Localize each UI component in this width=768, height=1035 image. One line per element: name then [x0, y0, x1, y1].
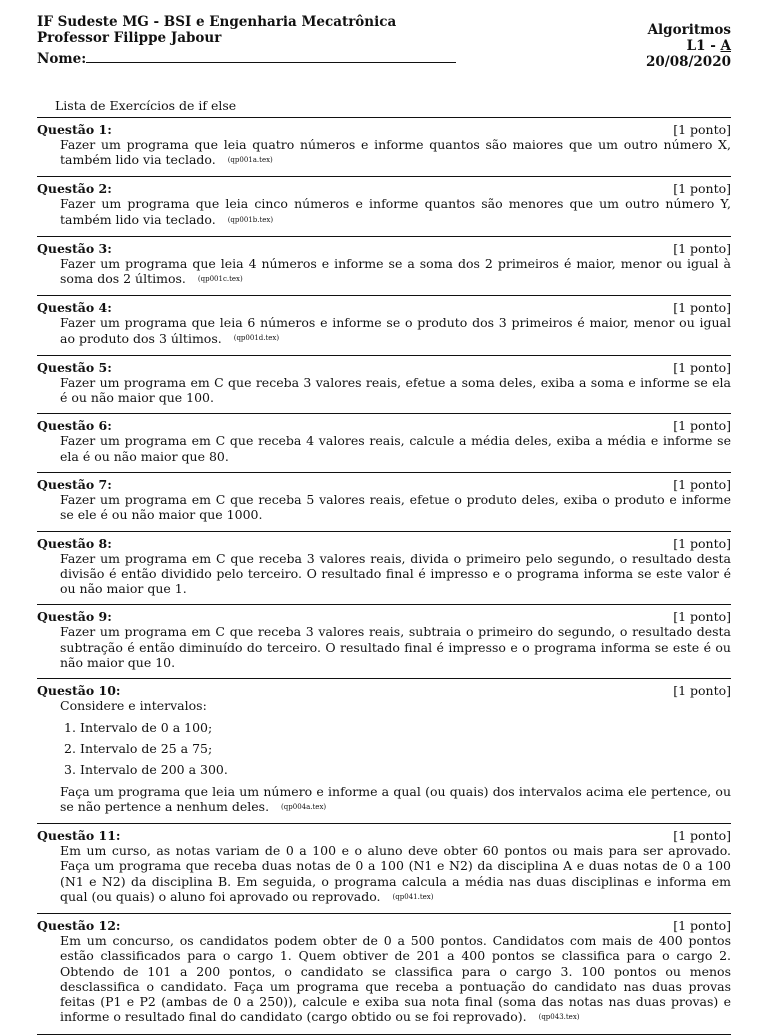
question-header — [37, 418, 731, 433]
question-header — [37, 683, 731, 698]
question-text: Fazer um programa em C que receba 3 valores reais, efetue a soma deles, exiba a soma e informe se ela é ou não maior que 100. — [60, 374, 731, 406]
question-text: Fazer um programa que leia quatro números e informe quantos são maiores que um outro número X, também lido via teclado. — [60, 137, 731, 168]
list-item-text: Intervalo de 200 a 300. — [80, 762, 228, 778]
question-title: Questão 3: — [37, 240, 112, 256]
interval-list — [60, 720, 731, 778]
question-title: Questão 8: — [37, 535, 112, 551]
source-file-tag: (qp043.tex) — [538, 1013, 580, 1022]
question-title: Questão 5: — [37, 359, 112, 375]
question-body — [60, 492, 731, 523]
question-title: Questão 11: — [37, 827, 121, 843]
question-points: [1 ponto] — [673, 535, 731, 551]
question-11 — [37, 823, 731, 913]
name-blank-line — [86, 51, 456, 63]
question-header — [37, 241, 731, 256]
question-text: Fazer um programa que leia 6 números e informe se o produto dos 3 primeiros é maior, menor ou igual ao produto dos 3 últimos. — [60, 315, 731, 346]
list-title: Lista de Exercícios de if else — [55, 98, 237, 113]
question-text: Fazer um programa em C que receba 5 valores reais, efetue o produto deles, exiba o produto e informe se ele é ou não maior que 1000. — [60, 491, 731, 523]
list-item-number: 3. — [64, 762, 76, 778]
date: 20/08/2020 — [645, 54, 731, 70]
question-body — [60, 315, 731, 346]
question-body — [60, 698, 731, 815]
question-2 — [37, 176, 731, 235]
question-body — [60, 256, 731, 287]
question-body — [60, 137, 731, 168]
header-left — [37, 14, 396, 46]
question-points: [1 ponto] — [673, 827, 731, 843]
question-7 — [37, 472, 731, 531]
question-12 — [37, 913, 731, 1035]
question-header — [37, 609, 731, 624]
question-9 — [37, 604, 731, 678]
question-text: Faça um programa que leia um número e informe a qual (ou quais) dos intervalos acima ele pertence, ou se não pertence a nenhum deles. — [60, 783, 731, 814]
question-header — [37, 360, 731, 375]
question-header — [37, 181, 731, 196]
question-points: [1 ponto] — [673, 122, 731, 137]
question-5 — [37, 355, 731, 414]
question-header — [37, 122, 731, 137]
question-header — [37, 300, 731, 315]
question-points: [1 ponto] — [673, 683, 731, 699]
question-list — [37, 117, 731, 1035]
question-points: [1 ponto] — [673, 917, 731, 933]
list-item-text: Intervalo de 25 a 75; — [80, 740, 213, 756]
source-file-tag: (qp041.tex) — [392, 892, 434, 901]
question-10 — [37, 678, 731, 823]
source-file-tag: (qp001d.tex) — [233, 334, 280, 343]
question-body — [60, 843, 731, 905]
source-file-tag: (qp004a.tex) — [281, 802, 327, 811]
institution: IF Sudeste MG - BSI e Engenharia Mecatrônica — [37, 14, 397, 30]
question-points: [1 ponto] — [673, 476, 731, 492]
question-title: Questão 4: — [37, 300, 112, 316]
question-points: [1 ponto] — [673, 300, 731, 316]
question-title: Questão 10: — [37, 683, 121, 699]
question-text: Em um concurso, os candidatos podem obter de 0 a 500 pontos. Candidatos com mais de 400 pontos estão classificados para o cargo 1. Quem obtiver de 201 a 400 pontos se classifica para o cargo 2. Obtendo de 101 a 200 pontos, o candidato se classifica para o cargo 3. 100 pontos ou menos desclassifica o candidato. Faça um programa que receba a pontuação do candidato nas duas provas feitas (P1 e P2 (ambas de 0 a 250)), calcule e exiba sua nota final (soma das notas nas duas provas) e informe o resultado final do candidato (cargo obtido ou se foi reprovado). — [60, 932, 731, 1025]
question-title: Questão 9: — [37, 609, 112, 625]
question-title: Questão 6: — [37, 418, 112, 434]
question-text: Fazer um programa que leia cinco números e informe quantos são menores que um outro número Y, também lido via teclado. — [60, 196, 731, 227]
source-file-tag: (qp001c.tex) — [197, 275, 243, 284]
list-item — [64, 762, 731, 777]
question-points: [1 ponto] — [673, 609, 731, 625]
question-body — [60, 551, 731, 597]
exercise-sheet — [37, 12, 731, 1035]
question-header — [37, 828, 731, 843]
question-body — [60, 375, 731, 406]
list-code: L1 - A — [686, 38, 731, 54]
question-text: Em um curso, as notas variam de 0 a 100 e o aluno deve obter 60 pontos ou mais para ser aprovado. Faça um programa que receba duas notas de 0 a 100 (N1 e N2) da disciplina A e duas notas de 0 a 100 (N1 e N2) da disciplina B. Em seguida, o programa calcula a média nas duas disciplinas e informa em qual (ou quais) o aluno foi aprovado ou reprovado. — [60, 842, 731, 904]
question-6 — [37, 413, 731, 472]
list-item-number: 1. — [64, 719, 76, 735]
question-title: Questão 1: — [37, 122, 112, 137]
question-3 — [37, 236, 731, 295]
question-body — [60, 933, 731, 1026]
question-text: Fazer um programa que leia 4 números e informe se a soma dos 2 primeiros é maior, menor ou igual à soma dos 2 últimos. — [60, 255, 731, 287]
question-body — [60, 624, 731, 670]
question-1 — [37, 117, 731, 176]
question-text: Fazer um programa em C que receba 3 valores reais, divida o primeiro pelo segundo, o resultado desta divisão é então dividido pelo terceiro. O resultado final é impresso e o programa informa se este valor é ou não maior que 1. — [60, 550, 731, 597]
question-4 — [37, 295, 731, 354]
document-header — [37, 12, 731, 68]
question-points: [1 ponto] — [673, 359, 731, 375]
question-points: [1 ponto] — [673, 240, 731, 256]
question-header — [37, 477, 731, 492]
question-points: [1 ponto] — [673, 418, 731, 434]
source-file-tag: (qp001b.tex) — [227, 215, 274, 224]
name-field — [37, 51, 456, 67]
list-item-text: Intervalo de 0 a 100; — [80, 719, 213, 735]
question-body — [60, 433, 731, 464]
question-points: [1 ponto] — [673, 181, 731, 197]
list-item — [64, 741, 731, 756]
list-version: A — [720, 38, 731, 54]
question-text: Fazer um programa em C que receba 4 valores reais, calcule a média deles, exiba a média e informe se ela é ou não maior que 80. — [60, 433, 731, 464]
question-title: Questão 2: — [37, 181, 112, 197]
question-8 — [37, 531, 731, 605]
source-file-tag: (qp001a.tex) — [227, 156, 273, 165]
course-name: Algoritmos — [647, 22, 731, 38]
question-text: Fazer um programa em C que receba 3 valores reais, subtraia o primeiro do segundo, o resultado desta subtração é então diminuído do terceiro. O resultado final é impresso e o programa informa se este é ou não maior que 10. — [60, 624, 731, 671]
name-label: Nome: — [37, 51, 87, 67]
question-intro: Considere e intervalos: — [60, 698, 207, 714]
header-right — [646, 22, 731, 70]
question-body — [60, 196, 731, 227]
professor: Professor Filippe Jabour — [37, 30, 222, 46]
list-item-number: 2. — [64, 740, 76, 756]
question-title: Questão 7: — [37, 476, 112, 492]
question-header — [37, 536, 731, 551]
question-title: Questão 12: — [37, 917, 121, 933]
list-item — [64, 720, 731, 735]
question-header — [37, 918, 731, 933]
